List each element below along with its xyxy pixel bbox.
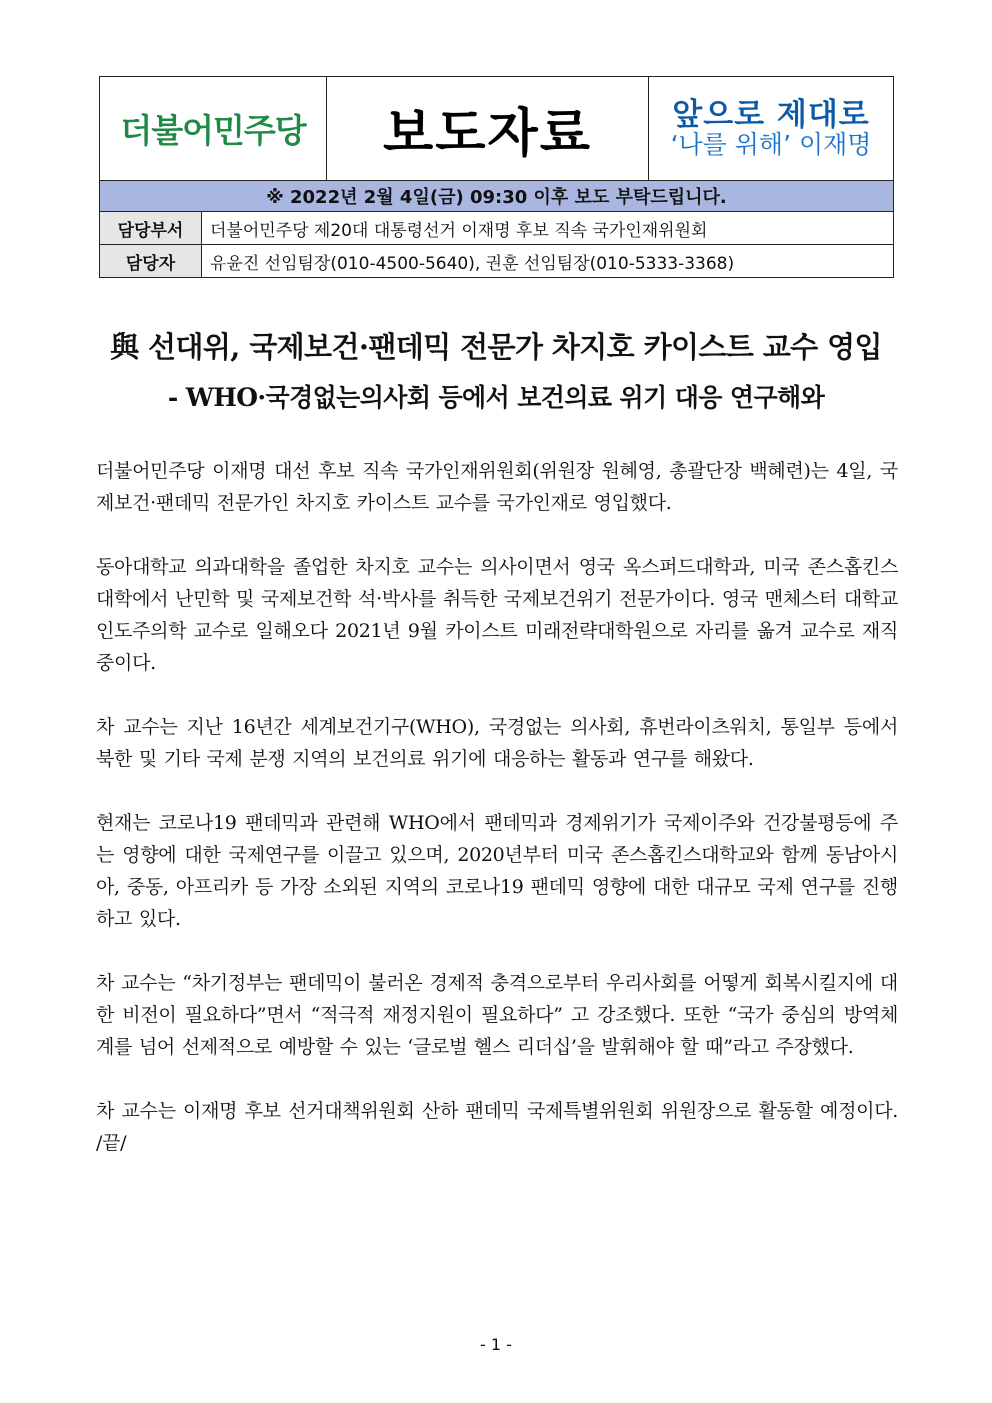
paragraph-1: 더불어민주당 이재명 대선 후보 직속 국가인재위원회(위원장 원혜영, 총괄단장 백혜련)는 4일, 국제보건·팬데믹 전문가인 차지호 카이스트 교수를 국가인재로 영입했다. bbox=[96, 460, 898, 514]
campaign-slogan bbox=[649, 99, 893, 158]
campaign-slogan-cell bbox=[649, 77, 894, 181]
paragraph-6: 차 교수는 이재명 후보 선거대책위원회 산하 팬데믹 국제특별위원회 위원장으로 활동할 예정이다. /끝/ bbox=[96, 1100, 898, 1154]
headline-main: 與 선대위, 국제보건·팬데믹 전문가 차지호 카이스트 교수 영입 bbox=[110, 330, 882, 364]
paragraph-3: 차 교수는 지난 16년간 세계보건기구(WHO), 국경없는 의사회, 휴번라이츠워치, 통일부 등에서 북한 및 기타 국제 분쟁 지역의 보건의료 위기에 대응하는 활동과 연구를 해왔다. bbox=[96, 716, 898, 770]
department-value: 더불어민주당 제20대 대통령선거 이재명 후보 직속 국가인재위원회 bbox=[202, 212, 894, 245]
party-logo-cell bbox=[100, 77, 327, 181]
document-title: 보도자료 bbox=[327, 77, 649, 181]
article-body bbox=[96, 455, 898, 1191]
department-label: 담당부서 bbox=[100, 212, 202, 245]
press-release-header bbox=[99, 76, 894, 278]
embargo-notice: ※ 2022년 2월 4일(금) 09:30 이후 보도 부탁드립니다. bbox=[100, 181, 894, 212]
paragraph-4: 현재는 코로나19 팬데믹과 관련해 WHO에서 팬데믹과 경제위기가 국제이주와 건강불평등에 주는 영향에 대한 국제연구를 이끌고 있으며, 2020년부터 미국 존스홉킨스대학교와 함께 동남아시아, 중동, 아프리카 등 가장 소외된 지역의 코로나19 팬데믹 영향에 대한 대규모 국제 연구를 진행하고 있다. bbox=[96, 812, 898, 930]
paragraph-5: 차 교수는 “차기정부는 팬데믹이 불러온 경제적 충격으로부터 우리사회를 어떻게 회복시킬지에 대한 비전이 필요하다”면서 “적극적 재정지원이 필요하다” 고 강조했다. 또한 “국가 중심의 방역체계를 넘어 선제적으로 예방할 수 있는 ‘글로벌 헬스 리더십’을 발휘해야 할 때”라고 주장했다. bbox=[96, 972, 898, 1058]
paragraph-2: 동아대학교 의과대학을 졸업한 차지호 교수는 의사이면서 영국 옥스퍼드대학과, 미국 존스홉킨스대학에서 난민학 및 국제보건학 석·박사를 취득한 국제보건위기 전문가이다. 영국 맨체스터 대학교 인도주의학 교수로 일해오다 2021년 9월 카이스트 미래전략대학원으로 자리를 옮겨 교수로 재직 중이다. bbox=[96, 556, 898, 674]
slogan-line-1: 앞으로 제대로 bbox=[672, 97, 870, 134]
party-logo: 더불어민주당 bbox=[120, 111, 306, 150]
slogan-line-2: ‘나를 위해’ 이재명 bbox=[670, 129, 872, 159]
page-number: - 1 - bbox=[480, 1335, 512, 1354]
contact-value: 유윤진 선임팀장(010-4500-5640), 권훈 선임팀장(010-5333-3368) bbox=[202, 245, 894, 278]
headline-sub: - WHO·국경없는의사회 등에서 보건의료 위기 대응 연구해와 bbox=[167, 383, 825, 412]
contact-label: 담당자 bbox=[100, 245, 202, 278]
